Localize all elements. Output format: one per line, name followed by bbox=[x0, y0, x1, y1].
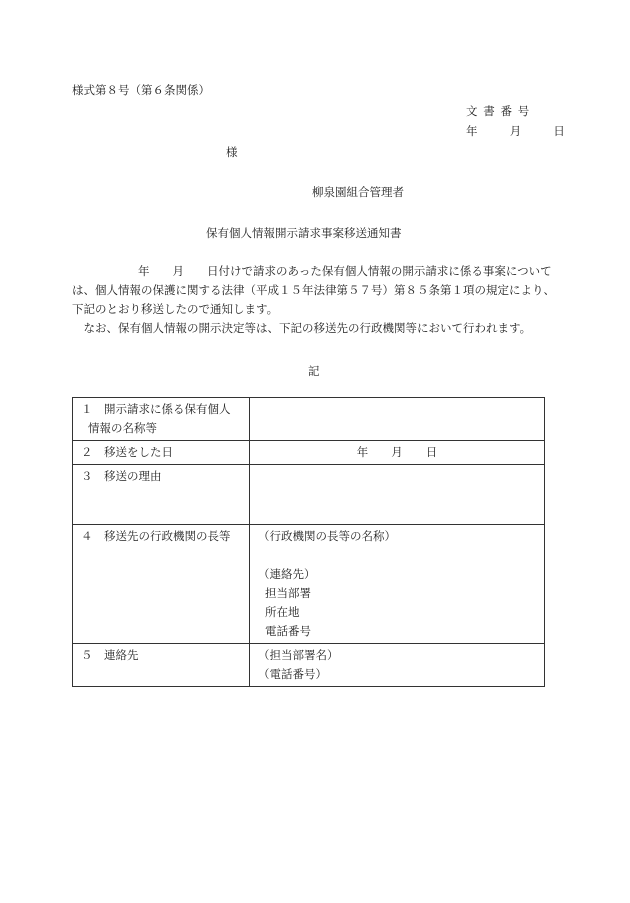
row4-dept: 担当部署 bbox=[265, 586, 311, 600]
row2-label: ２ 移送をした日 bbox=[73, 441, 250, 465]
row1-label-line1: １ 開示請求に係る保有個人 bbox=[81, 402, 231, 416]
issuer-name: 柳泉園組合管理者 bbox=[312, 185, 404, 199]
notification-table bbox=[72, 397, 545, 687]
table-row bbox=[73, 398, 545, 441]
row4-blank bbox=[258, 546, 536, 565]
row1-value bbox=[250, 398, 545, 441]
row2-value: 年 月 日 bbox=[250, 441, 545, 465]
row5-dept: （担当部署名） bbox=[258, 648, 339, 662]
date-label: 年 月 日 bbox=[466, 124, 576, 138]
row4-head-name: （行政機関の長等の名称） bbox=[258, 529, 396, 543]
row3-value bbox=[250, 465, 545, 525]
table-row bbox=[73, 525, 545, 644]
row4-phone: 電話番号 bbox=[265, 624, 311, 638]
body-paragraph-2: なお、保有個人情報の開示決定等は、下記の移送先の行政機関等において行われます。 bbox=[83, 321, 532, 335]
table-row bbox=[73, 644, 545, 687]
addressee-suffix: 様 bbox=[226, 145, 238, 159]
document-title: 保有個人情報開示請求事案移送通知書 bbox=[206, 226, 402, 240]
table-row bbox=[73, 441, 545, 465]
row4-label: ４ 移送先の行政機関の長等 bbox=[73, 525, 250, 644]
row1-label bbox=[73, 398, 250, 441]
row4-contact: （連絡先） bbox=[258, 567, 316, 581]
row3-label: ３ 移送の理由 bbox=[73, 465, 250, 525]
document-number-label: 文書番号 bbox=[466, 104, 535, 118]
row5-phone: （電話番号） bbox=[258, 667, 327, 681]
body-paragraph-1: は、個人情報の保護に関する法律（平成１５年法律第５７号）第８５条第１項の規定により、下記のとおり移送したので通知します。 bbox=[72, 283, 555, 316]
table-row bbox=[73, 465, 545, 525]
row4-value bbox=[250, 525, 545, 644]
row4-location: 所在地 bbox=[265, 605, 300, 619]
row5-label: ５ 連絡先 bbox=[73, 644, 250, 687]
row5-value bbox=[250, 644, 545, 687]
body-line-1: 年 月 日付けで請求のあった保有個人情報の開示請求に係る事案について bbox=[138, 264, 552, 278]
form-number: 様式第８号（第６条関係） bbox=[72, 83, 210, 97]
row1-label-line2: 情報の名称等 bbox=[88, 421, 157, 435]
body-text bbox=[72, 262, 558, 338]
ki-label: 記 bbox=[308, 364, 320, 378]
